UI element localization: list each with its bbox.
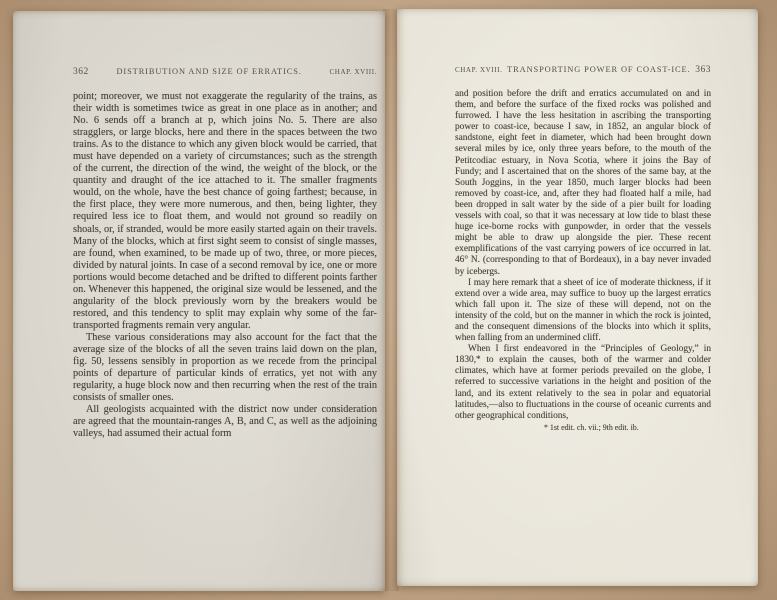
left-chapter-label: CHAP. XVIII. — [329, 68, 377, 76]
right-page-text — [455, 89, 711, 433]
right-page-running-head — [455, 65, 711, 75]
paragraph: All geologists acquainted with the district now under consideration are agreed that the mountain-ranges A, B, and C, as well as the adjoining valleys, had assumed their actual form — [73, 404, 377, 440]
left-page-running-head — [73, 67, 377, 77]
left-running-title: DISTRIBUTION AND SIZE OF ERRATICS. — [116, 67, 302, 76]
right-chapter-label: CHAP. XVIII. — [455, 66, 503, 74]
paragraph: and position before the drift and erratics accumulated on and in them, and before the surface of the fixed rocks was polished and furrowed. I have the less hesitation in ascribing the transporting power to coast-ice, because I saw, in 1852, an angular block of sandstone, eight feet in diameter, which had been brought down several miles by ice, only three years before, to the mouth of the Petitcodiac estuary, in Nova Scotia, where it joins the Bay of Fundy; and I ascertained that on the shores of the same bay, at the South Joggins, in the year 1850, much larger blocks had been removed by coast-ice, and, after they had floated half a mile, had been dropped in salt water by the side of a pier built for loading vessels with coal, so that it was necessary at low tide to blast these huge ice-borne rocks with gunpowder, in order that the vessels might be able to draw up alongside the pier. These recent exemplifications of the vast carrying powers of ice occurred in lat. 46° N. (corresponding to that of Bordeaux), in a bay never invaded by icebergs. — [455, 89, 711, 277]
paragraph: These various considerations may also account for the fact that the average size of the blocks of all the seven trains laid down on the plan, fig. 50, lessens sensibly in proportion as we recede from the principal points of departure of particular kinds of erratics, yet not with any regularity, a huge block now and then recurring when the rest of the train consists of smaller ones. — [73, 331, 377, 404]
right-running-title: TRANSPORTING POWER OF COAST-ICE. — [507, 65, 691, 74]
left-page-text — [73, 91, 377, 440]
right-page-number: 363 — [695, 65, 711, 75]
paragraph: When I first endeavored in the “Principles of Geology,” in 1830,* to explain the causes, both of the warmer and colder climates, which have at former periods prevailed on the globe, I referred to successive variations in the height and position of the land, and its extent relatively to the sea in polar and equatorial latitudes,—also to fluctuations in the course of oceanic currents and other geographical conditions, — [455, 344, 711, 421]
paragraph: point; moreover, we must not exaggerate the regularity of the trains, as their width is sometimes twice as great in one place as in another; and No. 6 sends off a branch at p, which joins No. 5. There are also stragglers, or large blocks, here and there in the spaces between the two trains. As to the distance to which any given block would be carried, that must have depended on a variety of circumstances; such as the strength of the current, the direction of the wind, the weight of the block, or the quantity and draught of the ice attached to it. The smaller fragments would, on the whole, have the best chance of going farthest; because, in the first place, they were more numerous, and then, being lighter, they required less ice to float them, and would not ground so readily on shoals, or, if stranded, would be more easily started again on their travels. Many of the blocks, which at first sight seem to consist of single masses, are found, when examined, to be made up of two, three, or more pieces, divided by natural joints. In case of a second removal by ice, one or more portions would become detached and be drifted to different points farther on. Whenever this happened, the original size would be lessened, and the angularity of the block previously worn by the breakers would be restored, and this tendency to split may explain why some of the far-transported fragments remain very angular. — [73, 91, 377, 331]
left-page-number: 362 — [73, 67, 89, 77]
paragraph: I may here remark that a sheet of ice of moderate thickness, if it extend over a wide area, may suffice to buoy up the largest erratics which fall upon it. The size of these will depend, not on the intensity of the cold, but on the manner in which the rock is jointed, and the consequent dimensions of the blocks into which it splits, when falling from an undermined cliff. — [455, 277, 711, 344]
right-page — [397, 9, 758, 586]
footnote: * 1st edit. ch. vii.; 9th edit. ib. — [544, 422, 639, 432]
left-page — [13, 11, 385, 591]
